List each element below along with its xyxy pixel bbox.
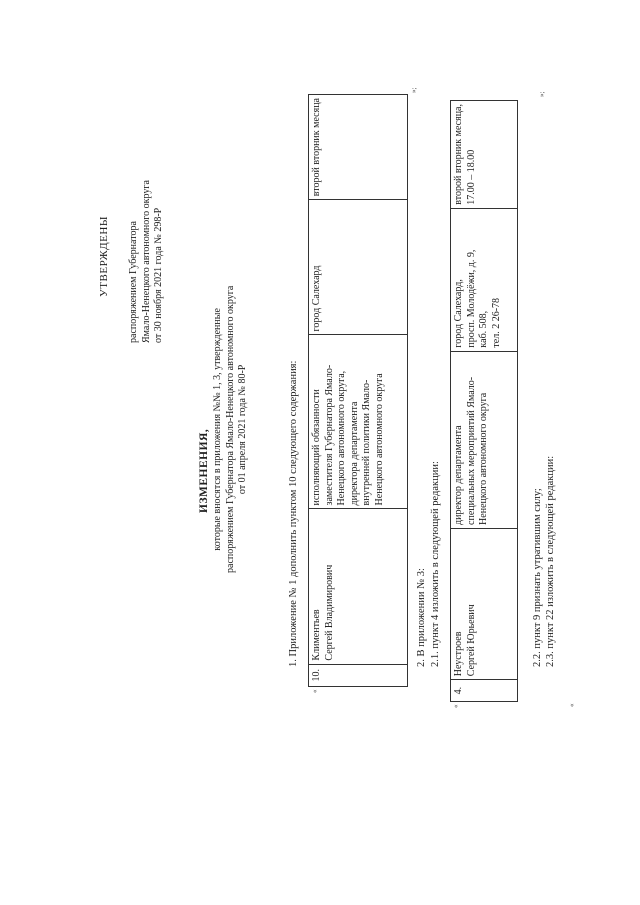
document-subtitle [212,286,250,573]
place-line: каб. 508, [478,310,489,348]
section2-sub2: 2.2. пункт 9 признать утратившим силу; [532,488,543,667]
document-title: ИЗМЕНЕНИЯ, [198,428,210,513]
table-row [309,95,408,687]
closing-quote-mark: »; [538,91,546,97]
row-schedule [451,101,518,209]
row-position [309,335,408,509]
section2-sub3: 2.3. пункт 22 изложить в следующей редакции: [545,455,556,667]
row-place [451,208,518,351]
name-line: Сергей Юрьевич [465,604,477,677]
position-line: Ненецкого автономного округа [478,392,489,525]
row-number: 4. [451,680,518,702]
section1-text: 1. Приложение № 1 дополнить пунктом 10 следующего содержания: [288,360,299,667]
approval-line: Ямало-Ненецкого автономного округа [140,180,152,343]
table-section2 [450,100,518,702]
position-line: директора департамента [348,401,360,506]
place-line: город Салехард, [453,279,464,348]
row-number: 10. [309,664,408,686]
opening-quote-mark: « [452,704,460,708]
position-line: Ненецкого автономного округа [373,373,385,506]
schedule-line: второй вторник месяца [311,98,322,197]
row-name [309,509,408,664]
subtitle-line: которые вносятся в приложения №№ 1, 3, утвержденные [212,308,223,551]
table-row [451,101,518,702]
row-schedule [309,95,408,200]
section2-text: 2. В приложении № 3: [416,568,427,667]
closing-quote-mark: »; [410,87,418,93]
name-line: Климентьев [311,609,322,661]
approval-line: распоряжением Губернатора [128,221,139,343]
name-line: Неустроев [453,631,464,677]
position-line: исполняющий обязанности [311,389,322,506]
place-line: тел. 2 26-78 [490,297,502,348]
position-line: специальных мероприятий Ямало- [465,376,477,525]
position-line: внутренней политики Ямало- [361,379,372,506]
subtitle-line: от 01 апреля 2021 года № 80-Р [237,364,248,495]
row-place [309,200,408,335]
approval-line: от 30 ноября 2021 года № 298-Р [153,207,164,343]
row-position [451,351,518,528]
name-line: Сергей Владимирович [323,564,335,661]
opening-quote-mark: « [311,689,319,693]
section2-sub1: 2.1. пункт 4 изложить в следующей редакции: [430,461,441,667]
place-line: просп. Молодёжи, д. 9, [465,249,477,348]
approval-title: УТВЕРЖДЕНЫ [98,216,110,297]
table-section1 [308,94,408,687]
opening-quote-mark: « [568,703,576,707]
approval-text [128,180,166,343]
subtitle-line: распоряжением Губернатора Ямало-Ненецкого автономного округа [224,285,236,573]
schedule-line: 17.00 – 18.00 [465,149,477,205]
row-name [451,528,518,679]
position-line: Ненецкого автономного округа, [336,370,347,506]
position-line: заместителя Губернатора Ямало- [323,364,335,506]
schedule-line: второй вторник месяца, [453,104,464,205]
position-line: директор департамента [453,425,464,525]
place-line: город Салехард [311,265,322,332]
